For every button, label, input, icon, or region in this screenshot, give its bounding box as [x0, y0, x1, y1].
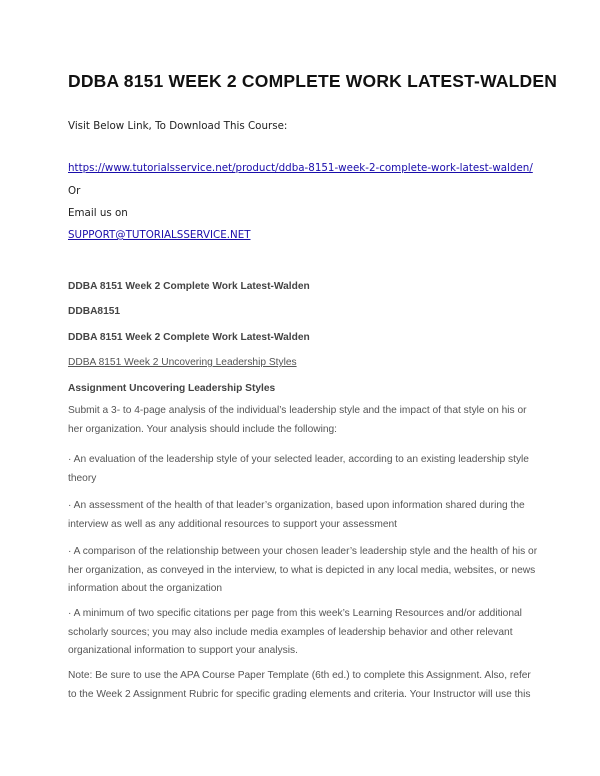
email-link-line: [68, 229, 251, 241]
assignment-note: Note: Be sure to use the APA Course Paper Template (6th ed.) to complete this Assignment. Also, refer to the Week 2 Assignment Rubric for specific grading elements and criteria. Your Instructor will use this: [68, 670, 531, 700]
course-code: DDBA8151: [68, 306, 121, 317]
requirement-item: · A comparison of the relationship between your chosen leader’s leadership style and the health of his or her organization, as conveyed in the interview, to what is depicted in any local media, websites, or news information about the organization: [68, 546, 538, 595]
content-heading-repeat: DDBA 8151 Week 2 Complete Work Latest-Walden: [68, 332, 310, 343]
course-download-link[interactable]: https://www.tutorialsservice.net/product/ddba-8151-week-2-complete-work-latest-walden/: [68, 162, 533, 174]
leadership-styles-link[interactable]: DDBA 8151 Week 2 Uncovering Leadership Styles: [68, 357, 297, 368]
requirement-item: · An assessment of the health of that leader’s organization, based upon information shared during the interview as well as any additional resources to support your assessment: [68, 500, 525, 530]
content-heading: DDBA 8151 Week 2 Complete Work Latest-Walden: [68, 281, 310, 292]
assignment-heading: Assignment Uncovering Leadership Styles: [68, 383, 276, 394]
requirement-item: · An evaluation of the leadership style of your selected leader, according to an existing leadership style theory: [68, 454, 529, 484]
week-2-link-line: [68, 357, 297, 368]
course-link-line: [68, 162, 533, 174]
visit-instruction: Visit Below Link, To Download This Course:: [68, 120, 288, 132]
support-email-link[interactable]: SUPPORT@TUTORIALSSERVICE.NET: [68, 229, 251, 241]
assignment-intro: Submit a 3- to 4-page analysis of the individual’s leadership style and the impact of that style on his or her organization. Your analysis should include the following:: [68, 405, 527, 435]
page-title: DDBA 8151 WEEK 2 COMPLETE WORK LATEST-WALDEN: [68, 71, 558, 91]
or-text: Or: [68, 185, 81, 197]
requirement-item: · A minimum of two specific citations per page from this week’s Learning Resources and/or additional scholarly sources; you may also include media examples of leadership behavior and other relevant organizational information to support your analysis.: [68, 608, 522, 657]
email-label: Email us on: [68, 207, 128, 219]
